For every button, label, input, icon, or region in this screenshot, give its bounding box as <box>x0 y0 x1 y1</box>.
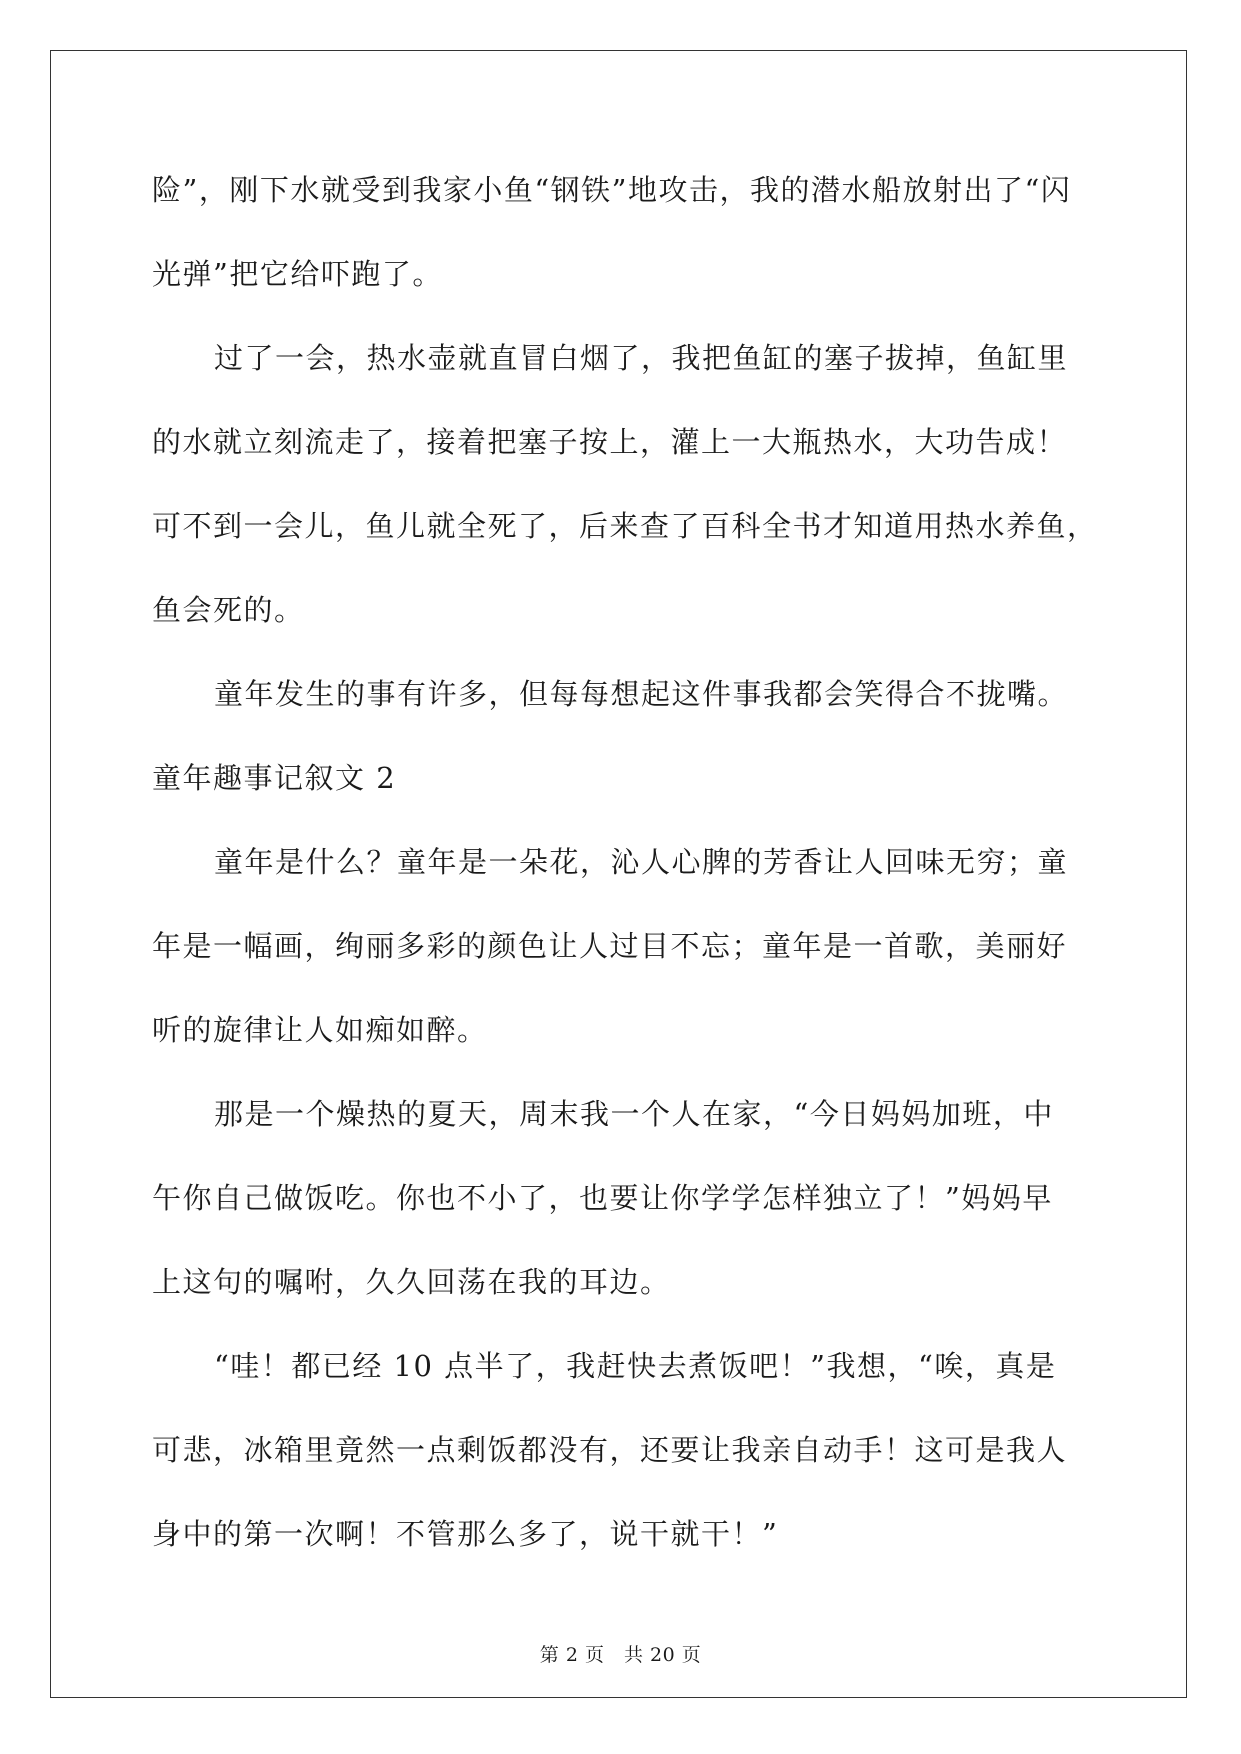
text-line: 午你自己做饭吃。你也不小了，也要让你学学怎样独立了！”妈妈早 <box>152 1181 1053 1215</box>
paragraph-start: 童年是什么？童年是一朵花，沁人心脾的芳香让人回味无穷；童 <box>214 845 1069 879</box>
text-line: 年是一幅画，绚丽多彩的颜色让人过目不忘；童年是一首歌，美丽好 <box>152 929 1068 963</box>
document-body <box>152 160 1112 1588</box>
text-line: 可悲，冰箱里竟然一点剩饭都没有，还要让我亲自动手！这可是我人 <box>152 1433 1068 1467</box>
paragraph-start: “哇！都已经 10 点半了，我赶快去煮饭吧！”我想，“唉，真是 <box>214 1349 1057 1383</box>
text-line: 鱼会死的。 <box>152 593 305 627</box>
text-line: 身中的第一次啊！不管那么多了，说干就干！” <box>152 1517 779 1551</box>
text-line: 的水就立刻流走了，接着把塞子按上，灌上一大瓶热水，大功告成！ <box>152 425 1068 459</box>
paragraph-start: 那是一个燥热的夏天，周末我一个人在家，“今日妈妈加班，中 <box>214 1097 1054 1131</box>
text-line: 光弹”把它给吓跑了。 <box>152 257 443 291</box>
section-heading: 童年趣事记叙文 2 <box>152 761 397 795</box>
paragraph-start: 过了一会，热水壶就直冒白烟了，我把鱼缸的塞子拔掉，鱼缸里 <box>214 341 1069 375</box>
text-line: 险”，刚下水就受到我家小鱼“钢铁”地攻击，我的潜水船放射出了“闪 <box>152 173 1072 207</box>
page-number-footer: 第 2 页 共 20 页 <box>539 1644 702 1666</box>
text-line: 听的旋律让人如痴如醉。 <box>152 1013 488 1047</box>
paragraph-start: 童年发生的事有许多，但每每想起这件事我都会笑得合不拢嘴。 <box>214 677 1069 711</box>
text-line: 可不到一会儿，鱼儿就全死了，后来查了百科全书才知道用热水养鱼， <box>152 509 1098 543</box>
text-line: 上这句的嘱咐，久久回荡在我的耳边。 <box>152 1265 671 1299</box>
